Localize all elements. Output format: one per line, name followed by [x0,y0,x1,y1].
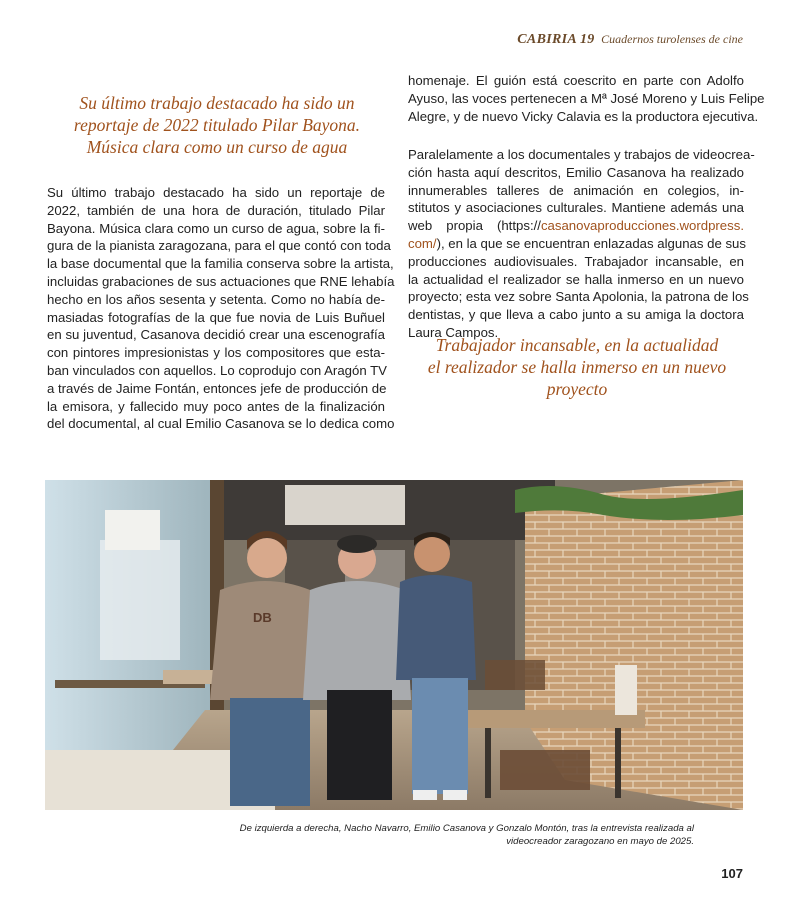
body-line: 2022, también de una hora de duración, titulado Pilar [47,202,385,218]
body-line: gura de la pianista zaragozana, para el que contó con toda [47,238,391,254]
body-column-left [47,184,395,433]
shirt-print: DB [253,610,272,625]
body-line: Paralelamente a los documentales y trabajos de videocrea- [408,147,755,162]
body-line: Alegre, y de nuevo Vicky Calavia es la productora ejecutiva. [408,108,759,124]
running-header [517,31,743,48]
body-line: producciones audiovisuales. Trabajador incansable, en [408,253,744,269]
pull-quote-line: Su último trabajo destacado ha sido un [79,93,355,113]
photo-caption [174,822,694,848]
body-line: la emisora, y fallecido muy poco antes de la finalización [47,398,385,414]
body-line: del documental, al cual Emilio Casanova se lo dedica como [47,416,395,432]
journal-title: CABIRIA 19 [517,32,595,47]
body-line: dentistas, y que lleva a cabo junto a su amiga la doctora [408,307,744,323]
pull-quote-1 [50,92,384,158]
body-line: ción hasta aquí descritos, Emilio Casanova ha realizado [408,164,744,180]
body-line: hecho en los años sesenta y setenta. Como no había de- [47,291,385,307]
body-line: proyecto; esta vez sobre Santa Apolonia, la patrona de los [408,289,749,305]
body-line: a través de Jaime Fontán, entonces jefe de producción de [47,380,387,396]
pull-quote-line: el realizador se halla inmerso en un nuevo [427,357,727,377]
body-line: Laura Campos. [408,324,499,340]
body-line: en su juventud, Casanova decidió crear una escenografía [47,327,385,343]
pull-quote-2 [408,334,746,400]
pull-quote-line: proyecto [546,379,608,399]
pull-quote-line: reportaje de 2022 titulado Pilar Bayona. [73,115,361,135]
body-line: incluidas grabaciones de sus actuaciones que RNE lehabía [47,273,395,289]
body-column-right-paragraph-1 [408,72,765,125]
body-line: Su último trabajo destacado ha sido un reportaje de [47,185,385,200]
body-line: innumerables talleres de animación en colegios, in- [408,182,744,198]
caption-line: De izquierda a derecha, Nacho Navarro, Emilio Casanova y Gonzalo Montón, tras la entrevista realizada al [239,823,694,834]
body-column-right-paragraph-2 [408,146,755,342]
body-line: la actualidad el realizador se halla inmerso en un nuevo [408,271,744,287]
body-line: Ayuso, las voces pertenecen a Mª José Moreno y Luis Felipe [408,90,765,106]
body-line: com/), en la que se encuentran enlazadas algunas de sus [408,235,746,251]
body-line-with-link[interactable]: web propia (https://casanovaproducciones.wordpress. [408,218,744,234]
body-line: ban vinculados con aquellos. Lo coprodujo con Aragón TV [47,362,387,378]
body-line: stitutos y asociaciones culturales. Mantiene además una [408,200,744,216]
pull-quote-line: Música clara como un curso de agua [86,137,348,157]
body-line: con pintores impresionistas y los compositores que esta- [47,345,385,361]
photo-illustration [45,480,743,810]
pull-quote-line: Trabajador incansable, en la actualidad [435,335,719,355]
body-line: la base documental que la familia conserva sobre la artista, [47,256,394,272]
caption-line: videocreador zaragozano en mayo de 2025. [506,836,694,847]
body-line: homenaje. El guión está coescrito en parte con Adolfo [408,73,744,88]
body-line: Bayona. Música clara como un curso de agua, sobre la fi- [47,220,385,236]
page-number: 107 [721,866,743,881]
interview-photo [45,480,743,810]
body-line: masiadas fotografías de la que fue novia de Luis Buñuel [47,309,385,325]
journal-subtitle: Cuadernos turolenses de cine [601,32,743,46]
